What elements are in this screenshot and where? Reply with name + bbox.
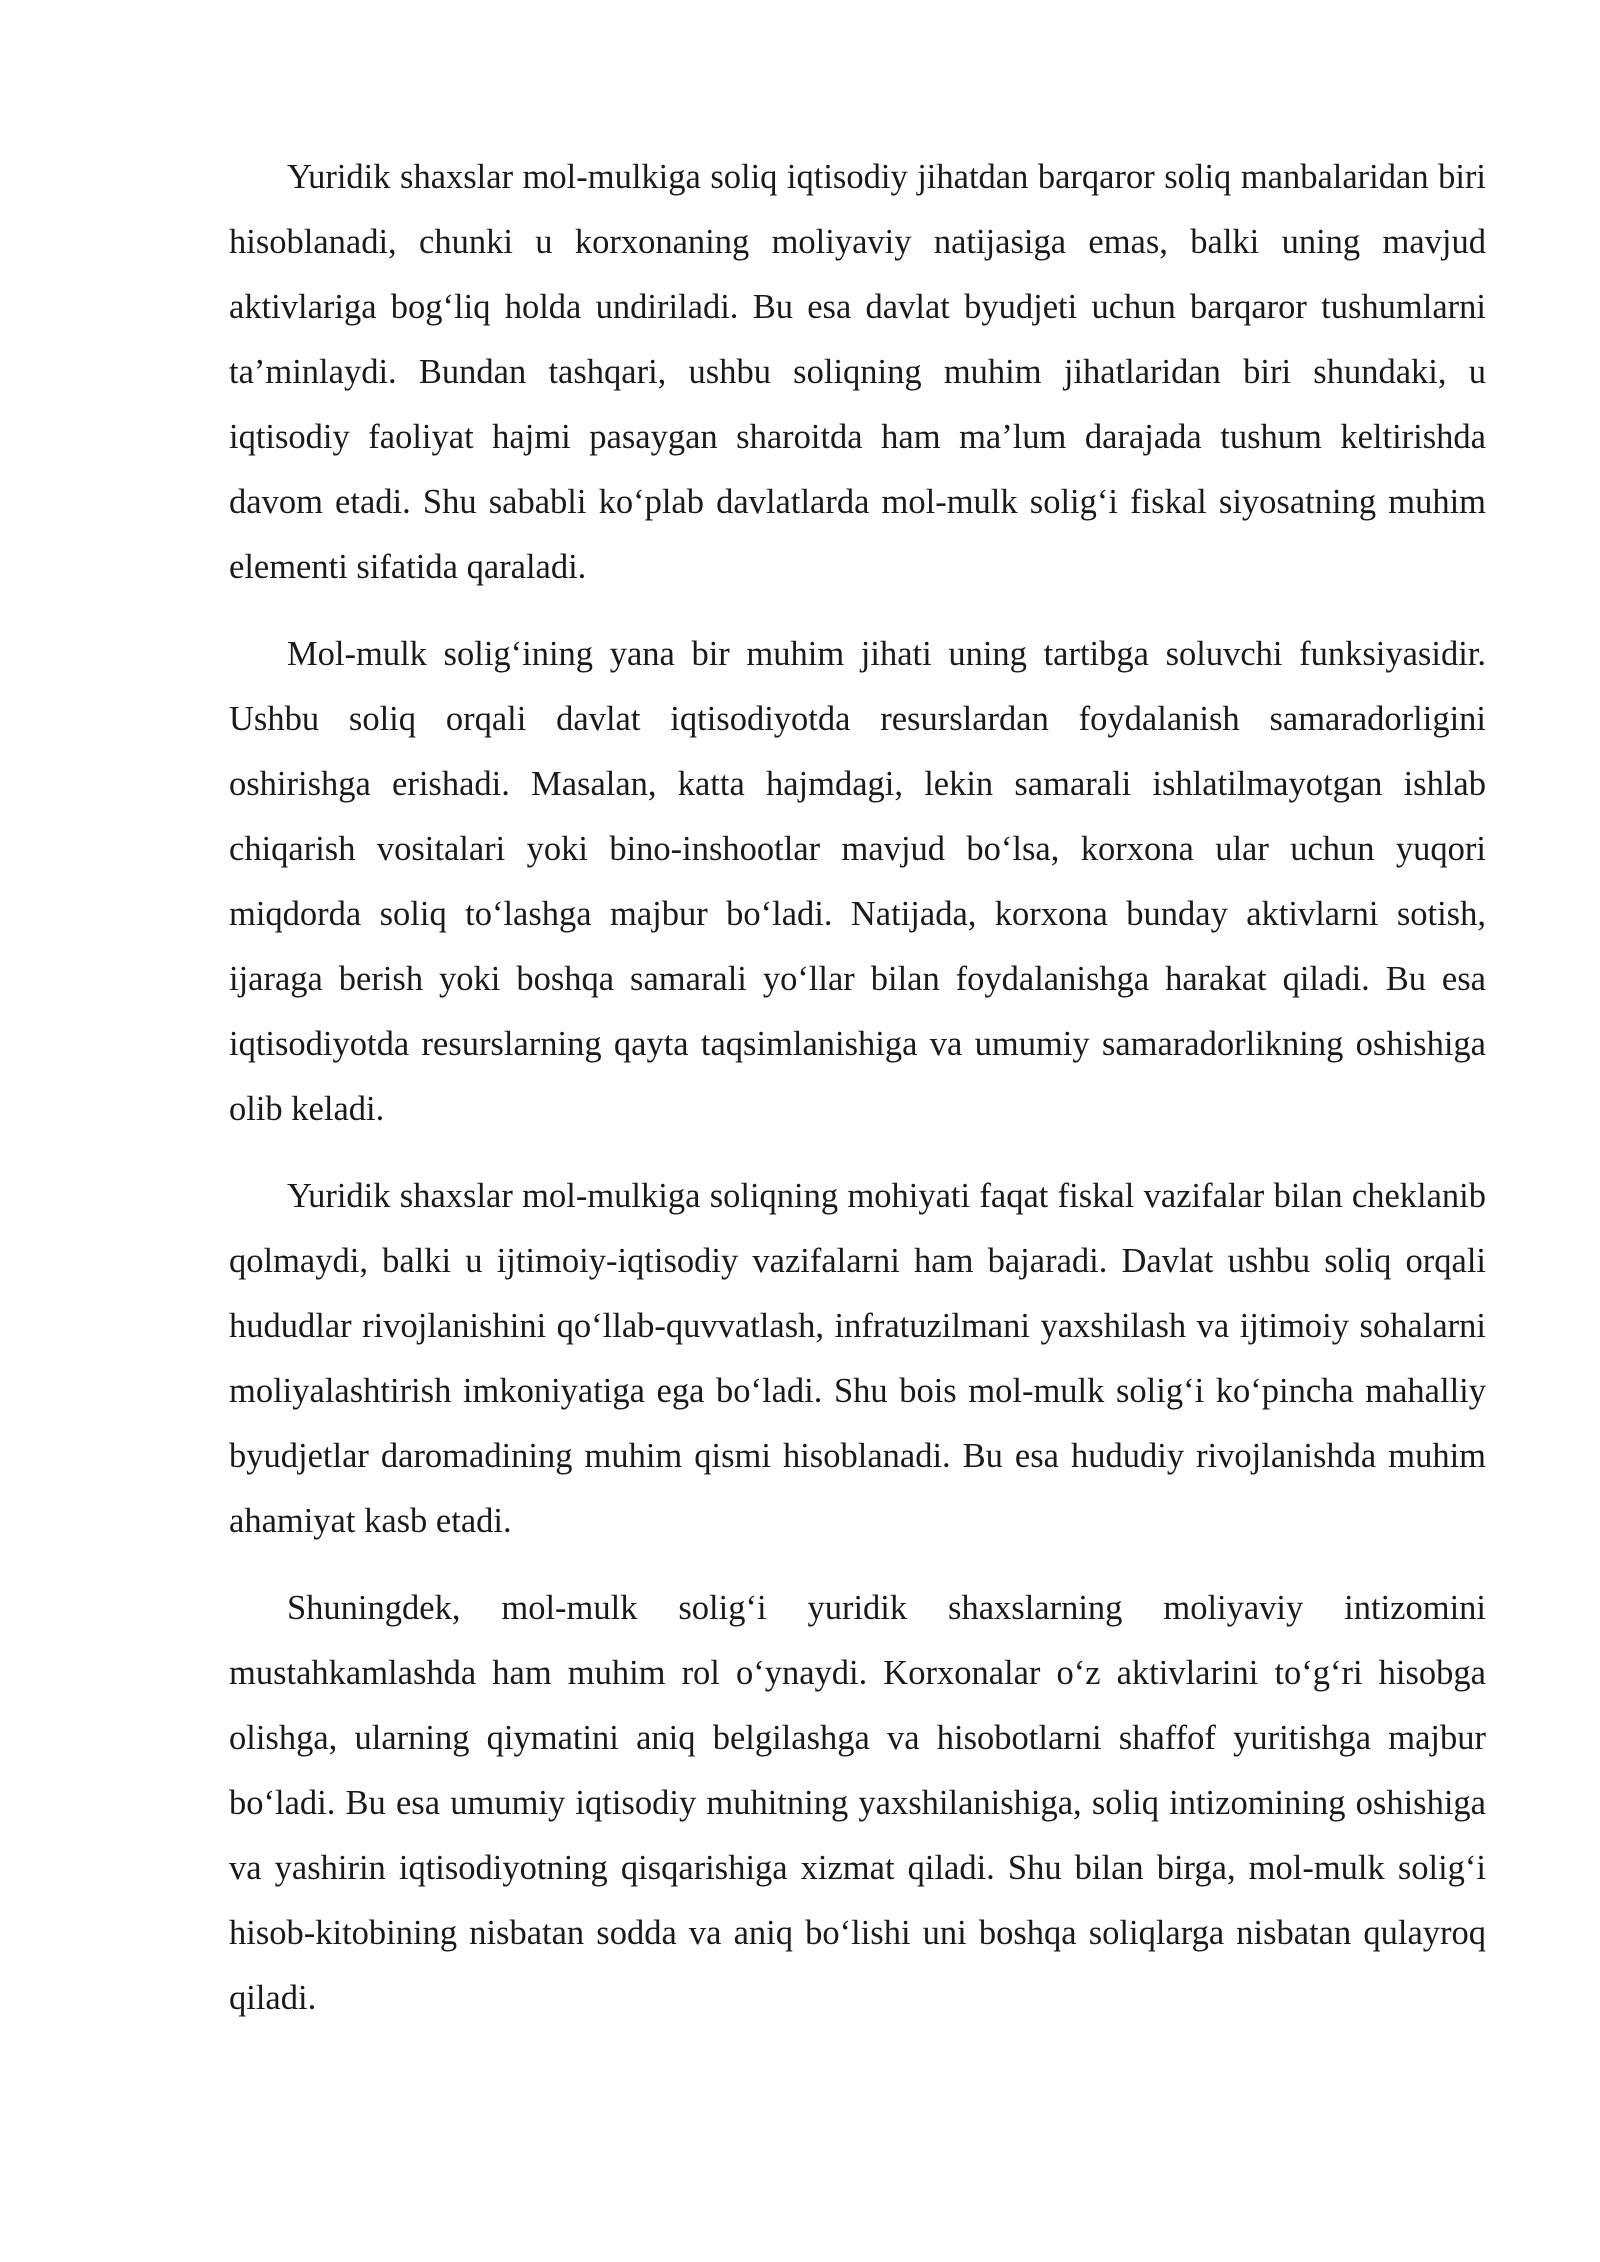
paragraph-2: Mol-mulk solig‘ining yana bir muhim jihati uning tartibga soluvchi funksiyasidir. Ushbu soliq orqali davlat iqtisodiyotda resurslardan foydalanish samaradorligini oshirishga erishadi. Masalan, katta hajmdagi, lekin samarali ishlatilmayotgan ishlab chiqarish vositalari yoki bino-inshootlar mavjud bo‘lsa, korxona ular uchun yuqori miqdorda soliq to‘lashga majbur bo‘ladi. Natijada, korxona bunday aktivlarni sotish, ijaraga berish yoki boshqa samarali yo‘llar bilan foydalanishga harakat qiladi. Bu esa iqtisodiyotda resurslarning qayta taqsimlanishiga va umumiy samaradorlikning oshishiga olib keladi. xyxy=(229,635,1486,1128)
paragraph-3: Yuridik shaxslar mol-mulkiga soliqning mohiyati faqat fiskal vazifalar bilan cheklanib qolmaydi, balki u ijtimoiy-iqtisodiy vazifalarni ham bajaradi. Davlat ushbu soliq orqali hududlar rivojlanishini qo‘llab-quvvatlash, infratuzilmani yaxshilash va ijtimoiy sohalarni moliyalashtirish imkoniyatiga ega bo‘ladi. Shu bois mol-mulk solig‘i ko‘pincha mahalliy byudjetlar daromadining muhim qismi hisoblanadi. Bu esa hududiy rivojlanishda muhim ahamiyat kasb etadi. xyxy=(229,1177,1486,1540)
paragraph-1: Yuridik shaxslar mol-mulkiga soliq iqtisodiy jihatdan barqaror soliq manbalaridan biri hisoblanadi, chunki u korxonaning moliyaviy natijasiga emas, balki uning mavjud aktivlariga bog‘liq holda undiriladi. Bu esa davlat byudjeti uchun barqaror tushumlarni ta’minlaydi. Bundan tashqari, ushbu soliqning muhim jihatlaridan biri shundaki, u iqtisodiy faoliyat hajmi pasaygan sharoitda ham ma’lum darajada tushum keltirishda davom etadi. Shu sababli ko‘plab davlatlarda mol-mulk solig‘i fiskal siyosatning muhim elementi sifatida qaraladi. xyxy=(229,158,1486,586)
document-body xyxy=(229,145,1486,2053)
paragraph-4: Shuningdek, mol-mulk solig‘i yuridik shaxslarning moliyaviy intizomini mustahkamlashda ham muhim rol o‘ynaydi. Korxonalar o‘z aktivlarini to‘g‘ri hisobga olishga, ularning qiymatini aniq belgilashga va hisobotlarni shaffof yuritishga majbur bo‘ladi. Bu esa umumiy iqtisodiy muhitning yaxshilanishiga, soliq intizomining oshishiga va yashirin iqtisodiyotning qisqarishiga xizmat qiladi. Shu bilan birga, mol-mulk solig‘i hisob-kitobining nisbatan sodda va aniq bo‘lishi uni boshqa soliqlarga nisbatan qulayroq qiladi. xyxy=(229,1589,1486,2017)
